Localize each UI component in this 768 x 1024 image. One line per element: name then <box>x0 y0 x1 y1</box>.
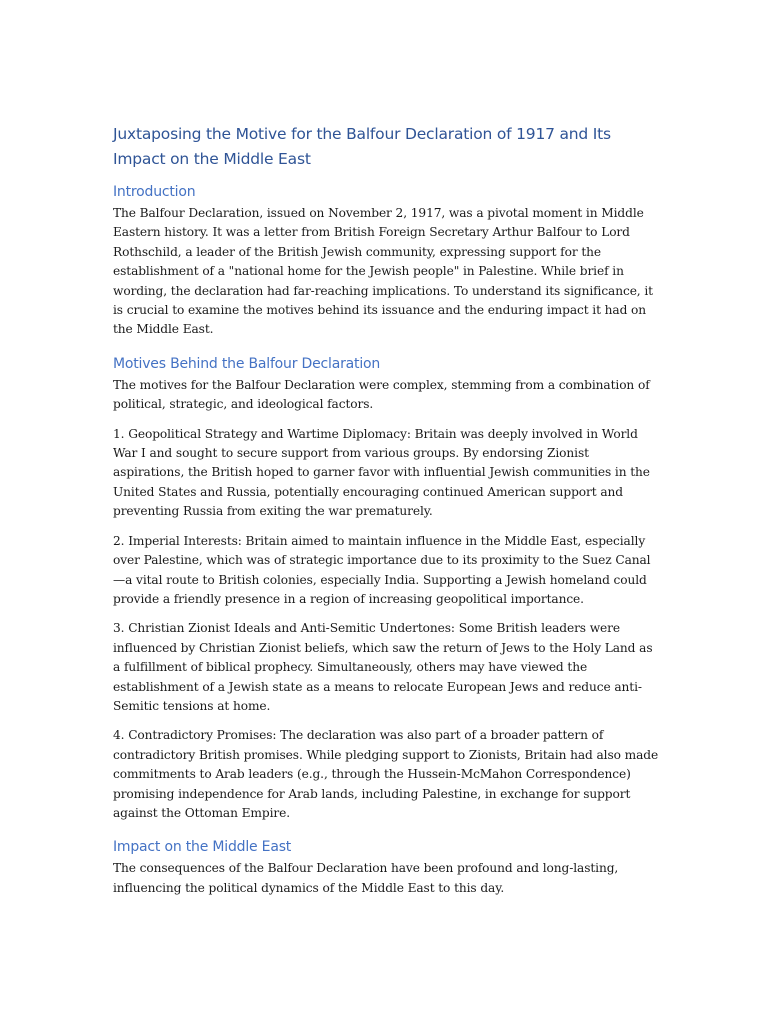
motive-1-paragraph: 1. Geopolitical Strategy and Wartime Diplomacy: Britain was deeply involved in World War I and sought to secure support from various groups. By endorsing Zionist aspirations, the British hoped to garner favor with influential Jewish communities in the United States and Russia, potentially encouraging continued American support and preventing Russia from exiting the war prematurely. <box>113 426 650 519</box>
section-heading-motives: Motives Behind the Balfour Declaration <box>113 355 381 372</box>
document-title: Juxtaposing the Motive for the Balfour Declaration of 1917 and Its Impact on the Middle East <box>113 125 611 168</box>
motive-3-paragraph: 3. Christian Zionist Ideals and Anti-Semitic Undertones: Some British leaders were influenced by Christian Zionist beliefs, which saw the return of Jews to the Holy Land as a fulfillment of biblical prophecy. Simultaneously, others may have viewed the establishment of a Jewish state as a means to relocate European Jews and reduce anti-Semitic tensions at home. <box>113 621 653 713</box>
motive-4-paragraph: 4. Contradictory Promises: The declaration was also part of a broader pattern of contradictory British promises. While pledging support to Zionists, Britain had also made commitments to Arab leaders (e.g., through the Hussein-McMahon Correspondence) promising independence for Arab lands, including Palestine, in exchange for support against the Ottoman Empire. <box>113 728 659 820</box>
motives-intro-paragraph: The motives for the Balfour Declaration were complex, stemming from a combination of political, strategic, and ideological factors. <box>113 377 650 412</box>
intro-paragraph: The Balfour Declaration, issued on November 2, 1917, was a pivotal moment in Middle Eastern history. It was a letter from British Foreign Secretary Arthur Balfour to Lord Rothschild, a leader of the British Jewish community, expressing support for the establishment of a "national home for the Jewish people" in Palestine. While brief in wording, the declaration had far-reaching implications. To understand its significance, it is crucial to examine the motives behind its issuance and the enduring impact it had on the Middle East. <box>113 206 653 337</box>
motive-2-paragraph: 2. Imperial Interests: Britain aimed to maintain influence in the Middle East, especially over Palestine, which was of strategic importance due to its proximity to the Suez Canal—a vital route to British colonies, especially India. Supporting a Jewish homeland could provide a friendly presence in a region of increasing geopolitical importance. <box>113 533 651 606</box>
section-heading-introduction: Introduction <box>113 184 196 200</box>
section-heading-impact: Impact on the Middle East <box>113 839 292 856</box>
impact-intro-paragraph: The consequences of the Balfour Declaration have been profound and long-lasting, influencing the political dynamics of the Middle East to this day. <box>113 861 619 895</box>
